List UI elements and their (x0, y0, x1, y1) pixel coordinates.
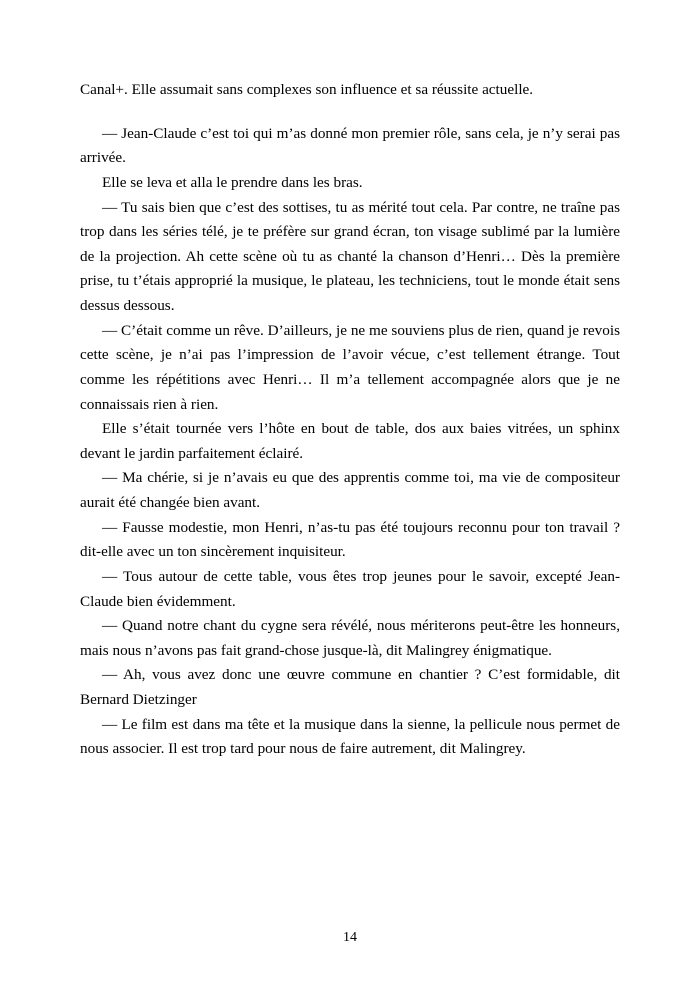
paragraph: — Tous autour de cette table, vous êtes trop jeunes pour le savoir, excepté Jean-Claude bien évidemment. (80, 567, 620, 610)
paragraph: — Fausse modestie, mon Henri, n’as-tu pas été toujours reconnu pour ton travail ? dit-elle avec un ton sincèrement inquisiteur. (80, 518, 620, 561)
paragraph: — C’était comme un rêve. D’ailleurs, je ne me souviens plus de rien, quand je revois cette scène, je n’ai pas l’impression de l’avoir vécue, c’est tellement étrange. Tout comme les répétitions avec Henri… Il m’a tellement accompagnée alors que je ne connaissais rien à rien. (80, 321, 620, 413)
paragraph: Elle se leva et alla le prendre dans les bras. (102, 173, 363, 191)
paragraph: — Tu sais bien que c’est des sottises, tu as mérité tout cela. Par contre, ne traîne pas trop dans les séries télé, je te préfère sur grand écran, ton visage sublimé par la lumière de la projection. Ah cette scène où tu as chanté la chanson d’Henri… Dès la première prise, tu t’étais approprié la musique, le plateau, les techniciens, tout le monde était sens dessus dessous. (80, 198, 620, 314)
paragraph: — Quand notre chant du cygne sera révélé, nous mériterons peut-être les honneurs, mais nous n’avons pas fait grand-chose jusque-là, dit Malingrey énigmatique. (80, 617, 620, 659)
paragraph-spacer (80, 103, 620, 122)
paragraph: Elle s’était tournée vers l’hôte en bout de table, dos aux baies vitrées, un sphinx devant le jardin parfaitement éclairé. (80, 420, 620, 462)
paragraph: Canal+. Elle assumait sans complexes son influence et sa réussite actuelle. (80, 81, 534, 98)
page-body (80, 78, 620, 762)
paragraph: — Le film est dans ma tête et la musique dans la sienne, la pellicule nous permet de nous associer. Il est trop tard pour nous de faire autrement, dit Malingrey. (80, 715, 620, 758)
paragraph: — Ma chérie, si je n’avais eu que des apprentis comme toi, ma vie de compositeur aurait été changée bien avant. (80, 469, 620, 511)
paragraph: — Ah, vous avez donc une œuvre commune en chantier ? C’est formidable, dit Bernard Dietzinger (80, 666, 620, 708)
paragraph: — Jean-Claude c’est toi qui m’as donné mon premier rôle, sans cela, je n’y serai pas arrivée. (80, 124, 620, 167)
page-number: 14 (343, 930, 357, 945)
